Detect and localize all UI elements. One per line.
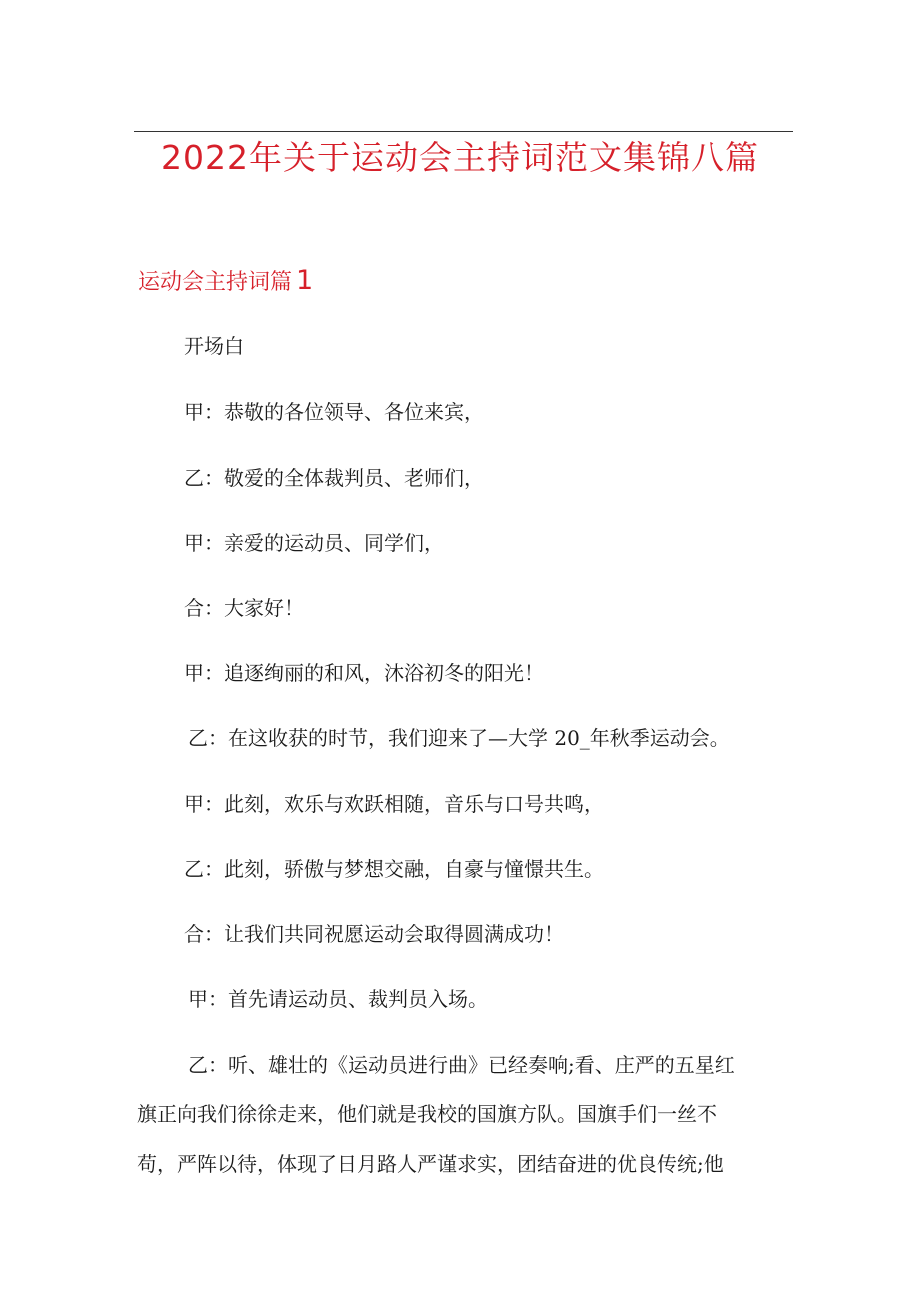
section-heading-number: 1 <box>296 265 314 296</box>
body-line: 乙：听、雄壮的《运动员进行曲》已经奏响;看、庄严的五星红 <box>188 1053 735 1077</box>
body-line: 合：让我们共同祝愿运动会取得圆满成功！ <box>184 922 564 946</box>
body-line: 甲：恭敬的各位领导、各位来宾， <box>184 400 484 424</box>
body-line: 乙：在这收获的时节，我们迎来了—大学 20_年秋季运动会。 <box>188 726 730 750</box>
header-rule <box>134 131 793 132</box>
document-title: 2022年关于运动会主持词范文集锦八篇 <box>161 138 759 177</box>
body-line: 合：大家好！ <box>184 596 304 620</box>
body-line: 甲：亲爱的运动员、同学们， <box>184 531 444 555</box>
body-line: 乙：敬爱的全体裁判员、老师们， <box>184 466 484 490</box>
body-line: 苟，严阵以待，体现了日月路人严谨求实，团结奋进的优良传统;他 <box>137 1152 724 1176</box>
section-heading-text: 运动会主持词篇 <box>138 270 293 295</box>
body-line: 甲：此刻，欢乐与欢跃相随，音乐与口号共鸣， <box>184 792 604 816</box>
body-line: 旗正向我们徐徐走来，他们就是我校的国旗方队。国旗手们一丝不 <box>137 1102 717 1126</box>
body-line: 乙：此刻，骄傲与梦想交融，自豪与憧憬共生。 <box>184 857 604 881</box>
body-line: 甲：追逐绚丽的和风，沐浴初冬的阳光！ <box>184 661 544 685</box>
section-heading <box>138 263 313 301</box>
body-line: 开场白 <box>184 334 244 358</box>
body-line: 甲：首先请运动员、裁判员入场。 <box>188 987 488 1011</box>
